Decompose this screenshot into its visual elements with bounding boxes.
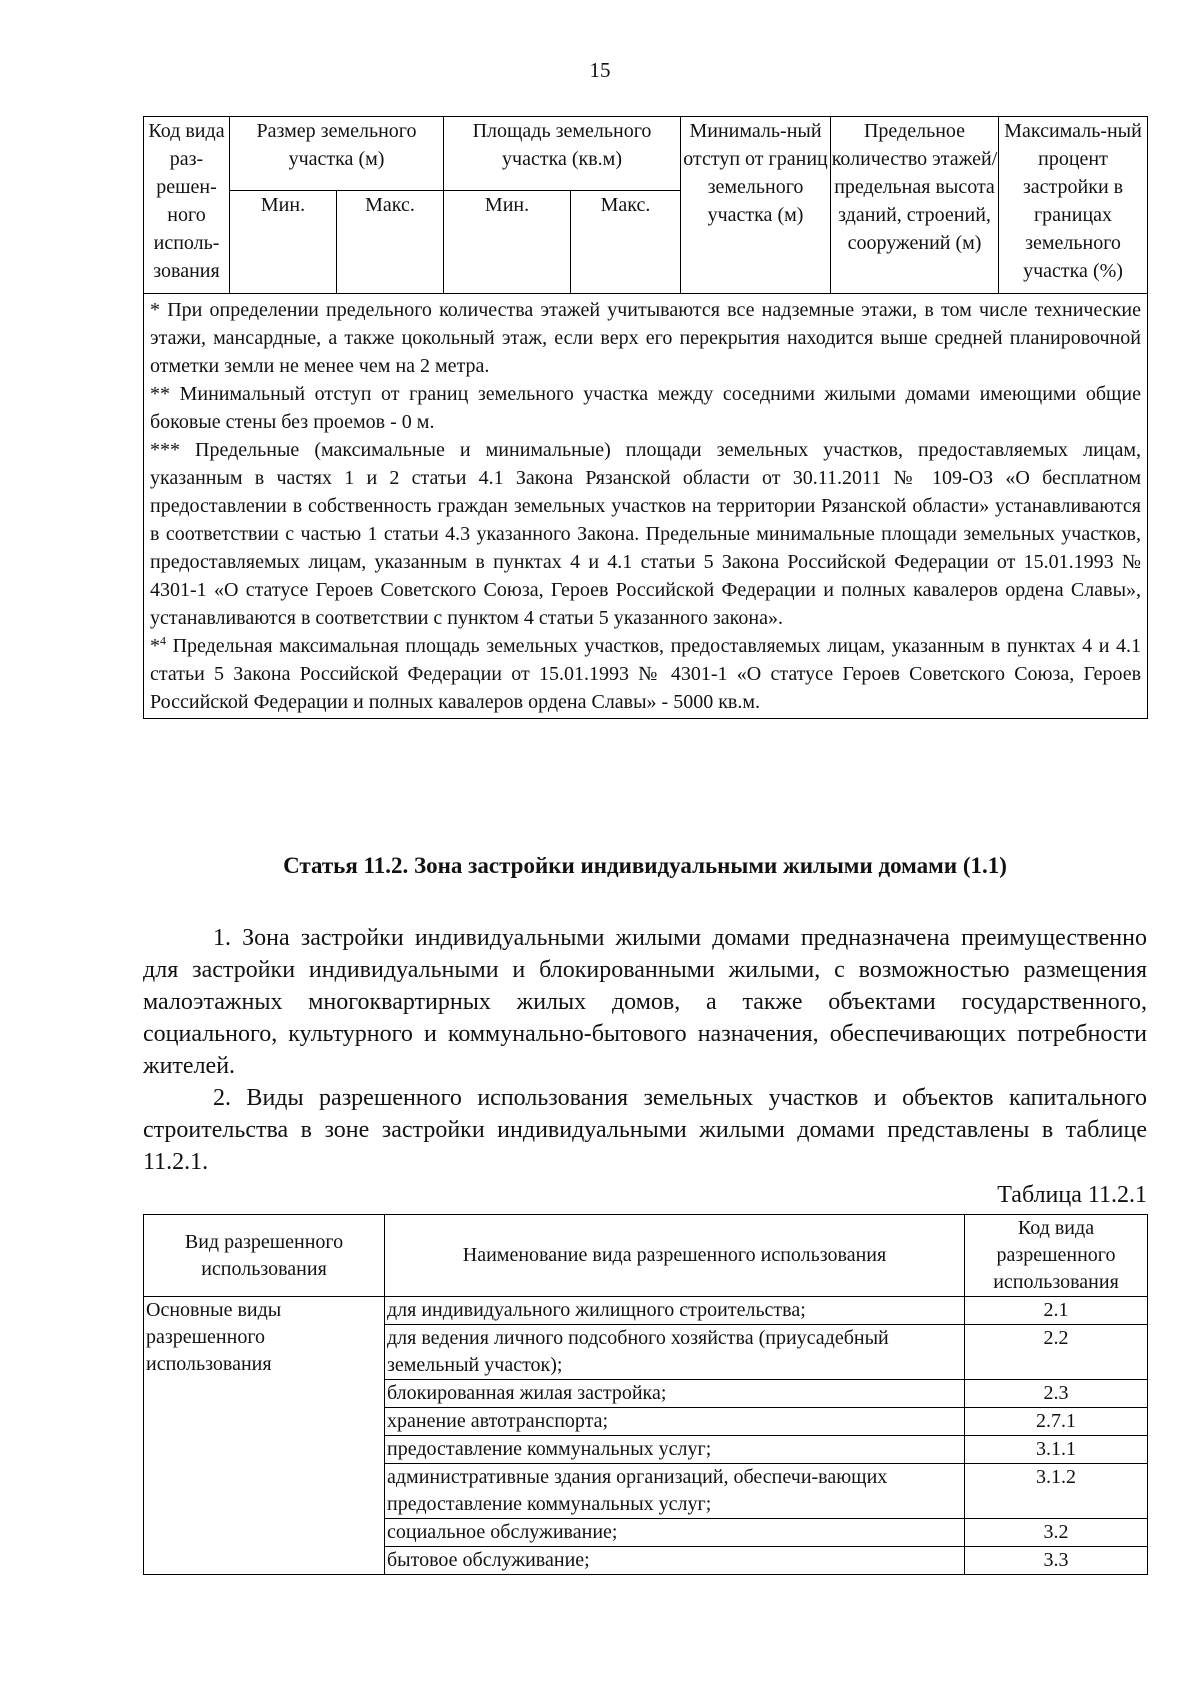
footnote-text: При определении предельного количества этажей учитываются все надземные этажи, в том числе технические этажи, мансардные, а также цокольный этаж, если верх его перекрытия находится выше средней планировочной отметки земли не менее чем на 2 метра.	[150, 299, 1142, 377]
footnote	[150, 632, 1141, 716]
header-offset: Минималь-ный отступ от границ земельного участка (м)	[681, 117, 831, 294]
footnote-text: Предельные (максимальные и минимальные) площади земельных участков, предоставляемых лицам, указанным в частях 1 и 2 статьи 4.1 Закона Рязанской области от 30.11.2011 № 109-ОЗ «О бесплатном предоставлении в собственность граждан земельных участков на территории Рязанской области» устанавливаются в соответствии с частью 1 статьи 4.3 указанного Закона. Предельные минимальные площади земельных участков, предоставляемых лицам, указанным в пунктах 4 и 4.1 статьи 5 Закона Российской Федерации от 15.01.1993 № 4301-1 «О статусе Героев Советского Союза, Героев Российской Федерации и полных кавалеров ордена Славы», устанавливаются в соответствии с пунктом 4 статьи 5 указанного закона».	[150, 439, 1142, 629]
footnote	[150, 380, 1141, 436]
table-row-name: административные здания организаций, обеспечи-вающих предоставление коммунальных услуг;	[385, 1464, 965, 1519]
footnote-mark: ***	[150, 439, 196, 461]
group-label: Основные виды разрешенного использования	[144, 1297, 385, 1575]
limits-table	[143, 116, 1148, 719]
footnote	[150, 436, 1141, 632]
footnote-text: Предельная максимальная площадь земельных участков, предоставляемых лицам, указанным в пунктах 4 и 4.1 статьи 5 Закона Российской Федерации от 15.01.1993 № 4301-1 «О статусе Героев Советского Союза, Героев Российской Федерации и полных кавалеров ордена Славы» - 5000 кв.м.	[150, 635, 1142, 713]
header-percent: Максималь-ный процент застройки в границах земельного участка (%)	[999, 117, 1148, 294]
header-area-max: Макс.	[571, 191, 681, 294]
header-size-max: Макс.	[337, 191, 444, 294]
header-use-name: Наименование вида разрешенного использования	[385, 1215, 965, 1297]
header-area: Площадь земельного участка (кв.м)	[444, 117, 681, 191]
header-use-code: Код вида разрешенного использования	[965, 1215, 1148, 1297]
header-use-type: Вид разрешенного использования	[144, 1215, 385, 1297]
paragraph-1: 1. Зона застройки индивидуальными жилыми домами предназначена преимущественно для застройки индивидуальными и блокированными жилыми, с возможностью размещения малоэтажных многоквартирных жилых домов, а также объектами государственного, социального, культурного и коммунально-бытового назначения, обеспечивающих потребности жителей.	[143, 925, 1147, 1079]
article-heading: Статья 11.2. Зона застройки индивидуальными жилыми домами (1.1)	[283, 853, 1007, 878]
header-floors: Предельное количество этажей/ предельная высота зданий, строений, сооружений (м)	[831, 117, 999, 294]
table-row-name: для ведения личного подсобного хозяйства (приусадебный земельный участок);	[385, 1325, 965, 1380]
table-row-name: бытовое обслуживание;	[385, 1547, 965, 1575]
table-caption: Таблица 11.2.1	[997, 1182, 1147, 1208]
page-number: 15	[589, 58, 611, 82]
table-row-code: 3.2	[965, 1519, 1148, 1547]
permitted-use-table	[143, 1214, 1148, 1575]
table-row-code: 3.1.2	[965, 1464, 1148, 1519]
footnote-mark: *	[150, 635, 160, 657]
footnotes	[144, 294, 1148, 719]
table-row-name: блокированная жилая застройка;	[385, 1380, 965, 1408]
table-row-code: 3.1.1	[965, 1436, 1148, 1464]
table-row-code: 2.1	[965, 1297, 1148, 1325]
table-row-name: для индивидуального жилищного строительства;	[385, 1297, 965, 1325]
footnote	[150, 296, 1141, 380]
table-row-code: 2.2	[965, 1325, 1148, 1380]
table-row-code: 3.3	[965, 1547, 1148, 1575]
table-row-code: 2.7.1	[965, 1408, 1148, 1436]
footnote-text: Минимальный отступ от границ земельного участка между соседними жилыми домами имеющими общие боковые стены без проемов - 0 м.	[150, 383, 1142, 433]
header-size: Размер земельного участка (м)	[230, 117, 444, 191]
table-row-code: 2.3	[965, 1380, 1148, 1408]
table-row-name: социальное обслуживание;	[385, 1519, 965, 1547]
footnote-sup: 4	[160, 633, 166, 648]
header-area-min: Мин.	[444, 191, 571, 294]
footnote-mark: *	[150, 299, 168, 321]
table-row-name: хранение автотранспорта;	[385, 1408, 965, 1436]
table-row-name: предоставление коммунальных услуг;	[385, 1436, 965, 1464]
paragraph-2: 2. Виды разрешенного использования земельных участков и объектов капитального строительства в зоне застройки индивидуальными жилыми домами представлены в таблице 11.2.1.	[143, 1085, 1147, 1175]
header-code: Код вида раз-решен-ного исполь-зования	[144, 117, 230, 294]
footnote-mark: **	[150, 383, 180, 405]
header-size-min: Мин.	[230, 191, 337, 294]
